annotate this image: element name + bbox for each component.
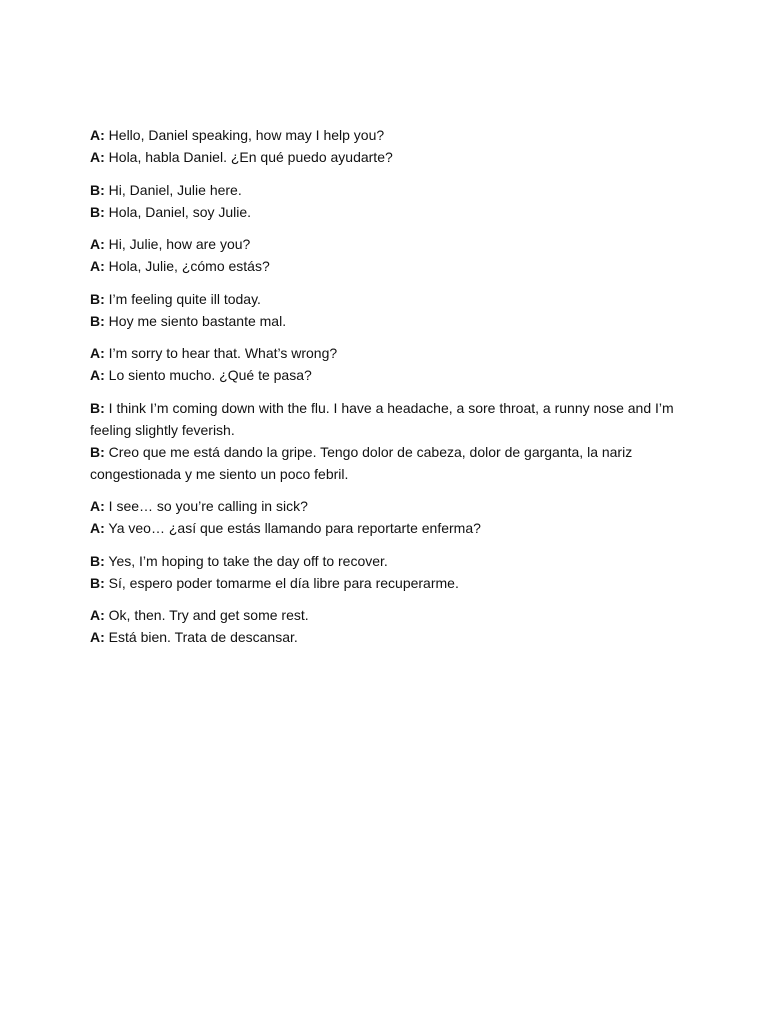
english-text: I’m sorry to hear that. What’s wrong? xyxy=(108,345,338,361)
english-line xyxy=(90,342,680,364)
dialogue-exchange xyxy=(90,179,680,223)
dialogue-exchange xyxy=(90,124,680,168)
speaker-label: A: xyxy=(90,367,105,383)
spanish-text: Hola, Julie, ¿cómo estás? xyxy=(108,258,270,274)
spanish-text: Está bien. Trata de descansar. xyxy=(108,629,298,645)
english-line xyxy=(90,233,680,255)
dialogue-exchange xyxy=(90,233,680,277)
spanish-line xyxy=(90,201,680,223)
speaker-label: A: xyxy=(90,498,105,514)
english-line xyxy=(90,397,680,441)
speaker-label: A: xyxy=(90,345,105,361)
spanish-text: Ya veo… ¿así que estás llamando para reportarte enferma? xyxy=(108,520,481,536)
speaker-label: A: xyxy=(90,607,105,623)
english-text: Hello, Daniel speaking, how may I help you? xyxy=(108,127,385,143)
speaker-label: B: xyxy=(90,574,105,591)
dialogue-exchange xyxy=(90,397,680,485)
dialogue-exchange xyxy=(90,495,680,539)
speaker-label: A: xyxy=(90,127,105,143)
spanish-line xyxy=(90,441,680,485)
spanish-line xyxy=(90,572,680,594)
speaker-label: B: xyxy=(90,552,105,569)
dialogue-exchange xyxy=(90,288,680,332)
spanish-text: Hola, habla Daniel. ¿En qué puedo ayudarte? xyxy=(108,149,393,165)
speaker-label: B: xyxy=(90,290,105,307)
dialogue-document xyxy=(90,124,680,659)
speaker-label: A: xyxy=(90,149,105,165)
speaker-label: A: xyxy=(90,258,105,274)
english-line xyxy=(90,604,680,626)
spanish-line xyxy=(90,255,680,277)
english-line xyxy=(90,288,680,310)
spanish-text: Lo siento mucho. ¿Qué te pasa? xyxy=(108,367,312,383)
english-text: I see… so you’re calling in sick? xyxy=(108,498,308,514)
spanish-text: Hola, Daniel, soy Julie. xyxy=(108,203,252,220)
speaker-label: A: xyxy=(90,629,105,645)
speaker-label: B: xyxy=(90,181,105,198)
english-text: Ok, then. Try and get some rest. xyxy=(108,607,309,623)
spanish-line xyxy=(90,146,680,168)
english-text: I think I’m coming down with the flu. I have a headache, a sore throat, a runny nose and I’m feeling slightly feverish. xyxy=(90,399,674,438)
spanish-line xyxy=(90,626,680,648)
english-line xyxy=(90,179,680,201)
english-text: I’m feeling quite ill today. xyxy=(108,290,261,307)
english-line xyxy=(90,495,680,517)
english-text: Yes, I’m hoping to take the day off to recover. xyxy=(108,552,388,569)
english-line xyxy=(90,550,680,572)
spanish-text: Sí, espero poder tomarme el día libre para recuperarme. xyxy=(108,574,459,591)
speaker-label: B: xyxy=(90,203,105,220)
spanish-line xyxy=(90,517,680,539)
speaker-label: B: xyxy=(90,312,105,329)
speaker-label: B: xyxy=(90,443,105,460)
english-line xyxy=(90,124,680,146)
dialogue-exchange xyxy=(90,604,680,648)
speaker-label: B: xyxy=(90,399,105,416)
spanish-text: Creo que me está dando la gripe. Tengo dolor de cabeza, dolor de garganta, la nariz congestionada y me siento un poco febril. xyxy=(90,443,633,482)
english-text: Hi, Julie, how are you? xyxy=(108,236,251,252)
speaker-label: A: xyxy=(90,520,105,536)
english-text: Hi, Daniel, Julie here. xyxy=(108,181,242,198)
dialogue-exchange xyxy=(90,550,680,594)
dialogue-exchange xyxy=(90,342,680,386)
spanish-line xyxy=(90,310,680,332)
speaker-label: A: xyxy=(90,236,105,252)
spanish-line xyxy=(90,364,680,386)
spanish-text: Hoy me siento bastante mal. xyxy=(108,312,287,329)
